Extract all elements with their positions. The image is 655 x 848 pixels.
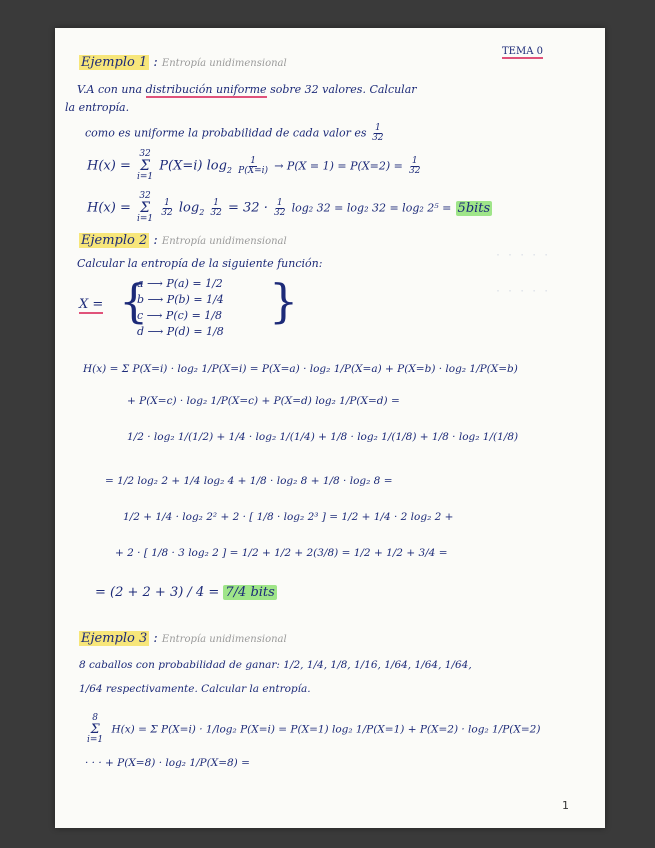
prob-row-b: b ⟶ P(b) = 1/4 xyxy=(137,293,224,306)
example-1-formula-1: H(x) = 32 Σ i=1 P(X=i) $\log_2$ $\frac{1}{P(X=i)}$ → P(X = 1) = P(X=2) = $\frac{1}{32}$ xyxy=(87,149,421,182)
example-1-uniform-note: como es uniforme la probabilidad de cada valor es $\frac{1}{32}$ xyxy=(85,123,384,143)
example-2-line-3: 1/2 · log₂ 1/(1/2) + 1/4 · log₂ 1/(1/4) + 1/8 · log₂ 1/(1/8) + 1/8 · log₂ 1/(1/8) xyxy=(127,431,519,443)
example-2-line-1: H(x) = Σ P(X=i) · log₂ 1/P(X=i) = P(X=a) · log₂ 1/P(X=a) + P(X=b) · log₂ 1/P(X=b) xyxy=(83,363,518,375)
example-2-title: Ejemplo 2 : Entropía unidimensional xyxy=(81,233,287,248)
prob-row-d: d ⟶ P(d) = 1/8 xyxy=(137,325,224,338)
function-definition xyxy=(79,274,319,348)
example-2-line-7: = (2 + 2 + 3) / 4 = 7/4 bits xyxy=(95,585,275,600)
variable-x: X = xyxy=(79,298,103,314)
result-7-4-bits: 7/4 bits xyxy=(225,585,275,600)
tema-label: TEMA 0 xyxy=(502,46,543,57)
notebook-page xyxy=(55,28,605,828)
prob-row-c: c ⟶ P(c) = 1/8 xyxy=(137,309,222,322)
pencil-scribble: · · · · · xyxy=(495,250,550,261)
example-3-formula-1: 8 Σ i=1 H(x) = Σ P(X=i) · 1/log₂ P(X=i) = P(X=1) log₂ 1/P(X=1) + P(X=2) · log₂ 1/P(X=2) xyxy=(87,713,541,745)
example-3-statement-line-1: 8 caballos con probabilidad de ganar: 1/2, 1/4, 1/8, 1/16, 1/64, 1/64, 1/64, xyxy=(79,659,472,671)
example-3-formula-2: · · · + P(X=8) · log₂ 1/P(X=8) = xyxy=(85,757,250,769)
result-5bits: 5bits xyxy=(457,200,491,216)
example-3-title: Ejemplo 3 : Entropía unidimensional xyxy=(81,631,287,646)
example-2-statement: Calcular la entropía de la siguiente función: xyxy=(77,257,323,270)
example-1-statement-line-1: V.A con una distribución uniforme sobre 32 valores. Calcular xyxy=(77,83,417,96)
pencil-scribble: · · · · · xyxy=(495,286,550,297)
example-3-statement-line-2: 1/64 respectivamente. Calcular la entropía. xyxy=(79,683,311,695)
example-2-line-4: = 1/2 log₂ 2 + 1/4 log₂ 4 + 1/8 · log₂ 8 + 1/8 · log₂ 8 = xyxy=(105,475,393,487)
example-1-formula-2: H(x) = 32 Σ i=1 $\frac{1}{32}$ $\log_2$ $\frac{1}{32}$ = 32 · $\frac{1}{32}$ log₂ 32 = log₂ 32 = log₂ 2⁵ = 5bits xyxy=(87,191,491,224)
example-1-title: Ejemplo 1 : Entropía unidimensional xyxy=(81,55,287,70)
example-1-statement-line-2: la entropía. xyxy=(65,101,130,114)
example-2-line-5: 1/2 + 1/4 · log₂ 2² + 2 · [ 1/8 · log₂ 2³ ] = 1/2 + 1/4 · 2 log₂ 2 + xyxy=(123,511,454,523)
right-brace: } xyxy=(269,274,299,328)
example-2-line-2: + P(X=c) · log₂ 1/P(X=c) + P(X=d) log₂ 1/P(X=d) = xyxy=(127,395,400,407)
example-2-line-6: + 2 · [ 1/8 · 3 log₂ 2 ] = 1/2 + 1/2 + 2(3/8) = 1/2 + 1/2 + 3/4 = xyxy=(115,547,448,559)
prob-row-a: a ⟶ P(a) = 1/2 xyxy=(137,277,223,290)
left-brace: { xyxy=(119,274,149,328)
page-number: 1 xyxy=(562,799,569,812)
